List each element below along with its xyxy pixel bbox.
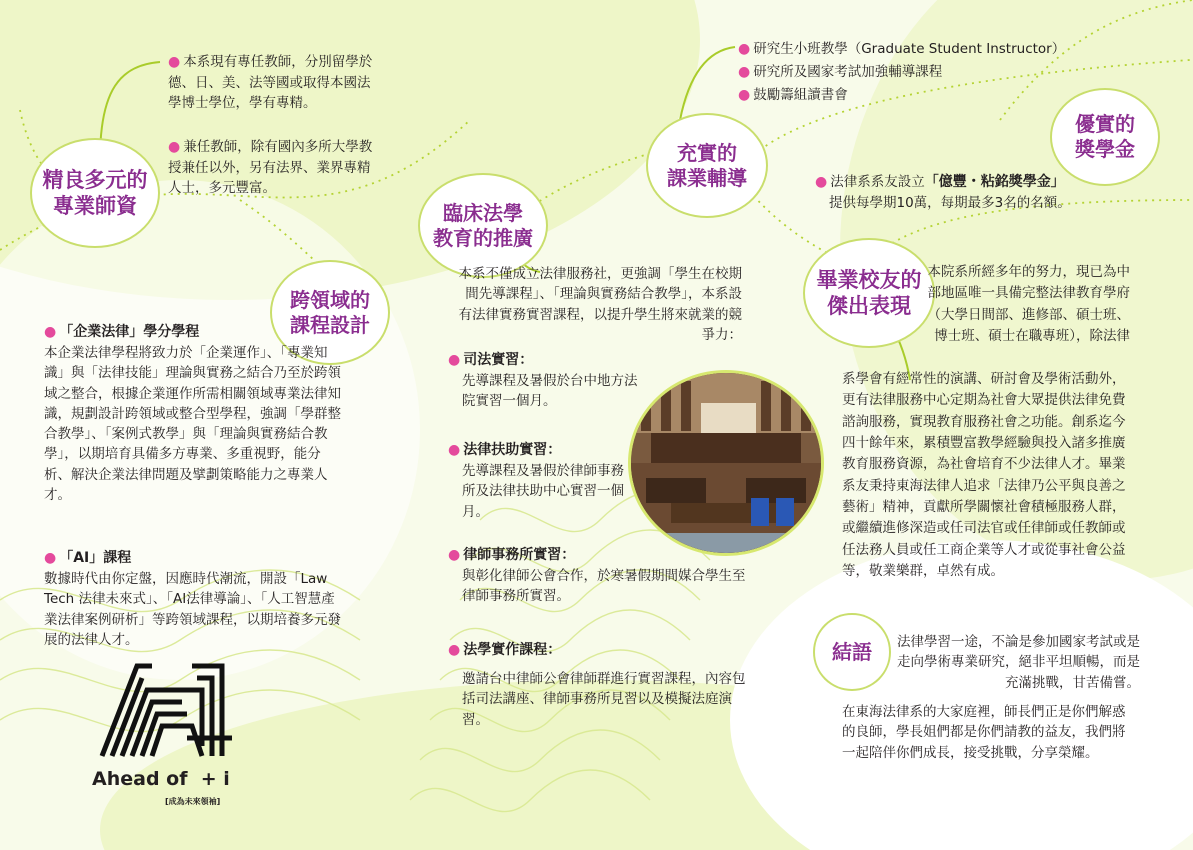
clinical-item-3 bbox=[448, 545, 748, 607]
tutoring-item-3-text: 鼓勵籌組讀書會 bbox=[753, 87, 848, 104]
scholarship-heading-circle bbox=[1052, 90, 1158, 184]
clinical-item-2-title: 法律扶助實習： bbox=[463, 442, 562, 458]
clinical-heading-line1: 臨床法學 bbox=[443, 200, 523, 225]
faculty-heading-circle bbox=[32, 140, 158, 246]
conclusion-heading: 結語 bbox=[832, 639, 872, 664]
interdisciplinary-heading-line1: 跨領域的 bbox=[290, 287, 370, 312]
bullet-icon: ● bbox=[448, 547, 461, 563]
faculty-point-2-text: 兼任教師，除有國內多所大學教授兼任以外，另有法界、業界專精人士，多元豐富。 bbox=[168, 139, 373, 197]
tutoring-heading-line1: 充實的 bbox=[677, 140, 737, 165]
bullet-icon: ● bbox=[44, 550, 57, 566]
clinical-item-1-body: 先導課程及暑假於台中地方法院實習一個月。 bbox=[462, 373, 638, 410]
tutoring-item-1 bbox=[738, 38, 1098, 61]
bullet-icon: ● bbox=[168, 54, 181, 70]
ai-program bbox=[44, 548, 344, 650]
clinical-item-2 bbox=[448, 440, 628, 522]
tutoring-heading-line2: 課業輔導 bbox=[667, 165, 747, 190]
corporate-law-program bbox=[44, 322, 344, 505]
clinical-item-3-body: 與彰化律師公會合作，於寒暑假期間媒合學生至律師事務所實習。 bbox=[462, 568, 746, 605]
interdisciplinary-heading-line2: 課程設計 bbox=[290, 312, 370, 337]
faculty-point-1 bbox=[168, 52, 383, 114]
scholarship-line2: 提供每學期10萬，每期最多3名的名額。 bbox=[829, 195, 1071, 211]
faculty-heading-line1: 精良多元的 bbox=[42, 166, 148, 192]
conclusion-para-2: 在東海法律系的大家庭裡，師長們正是你們解惑的良師，學長姐們都是你們請教的益友，我們將一起陪伴你們成長，接受挑戰，分享榮耀。 bbox=[842, 704, 1126, 761]
logo-subtitle: [成為未來領袖] bbox=[165, 797, 221, 806]
clinical-heading-line2: 教育的推廣 bbox=[433, 225, 533, 250]
bullet-icon: ● bbox=[738, 41, 751, 57]
courtroom-illustration bbox=[631, 373, 821, 553]
alumni-body-top: 本院系所經多年的努力，現已為中部地區唯一具備完整法律教育學府（大學日間部、進修部、碩士班、博士班、碩士在職專班），除法律 bbox=[927, 264, 1130, 344]
tutoring-list bbox=[738, 38, 1098, 107]
scholarship-line1-prefix: 法律系系友設立 bbox=[830, 174, 925, 190]
bullet-icon: ● bbox=[738, 87, 751, 104]
alumni-heading-line1: 畢業校友的 bbox=[816, 266, 922, 292]
logo-text: Ahead of + i bbox=[92, 768, 230, 790]
alumni-body-main: 系學會有經常性的演講、研討會及學術活動外，更有法律服務中心定期為社會大眾提供法律免費諮詢服務，實現教育服務社會之功能。創系迄今四十餘年來，累積豐富教學經驗與投入諸多推廣教育服務資源，為社會培育不少法律人才。畢業系友秉持東海法律人追求「法律乃公平與良善之藝術」精神，貢獻所學關懷社會積極服務人群，或繼續進修深造或任司法官或任律師或任教師或任法務人員或任工商企業等人才或從事社會公益等，敬業樂群，卓然有成。 bbox=[842, 371, 1126, 579]
ai-program-title: 「AI」課程 bbox=[59, 550, 132, 566]
bullet-icon: ● bbox=[448, 442, 461, 458]
clinical-item-1 bbox=[448, 350, 648, 412]
clinical-intro: 本系不僅成立法律服務社，更強調「學生在校期間先導課程」、「理論與實務結合教學」，本系設有法律實務實習課程，以提升學生將來就業的競爭力： bbox=[458, 266, 742, 343]
tutoring-item-3 bbox=[738, 84, 1098, 107]
ai-program-body: 數據時代由你定盤，因應時代潮流，開設「Law Tech 法律未來式」、「AI法律導論」、「人工智慧產業法律案例研析」等跨領域課程，以期培養多元發展的法律人才。 bbox=[44, 571, 341, 648]
clinical-item-4-title: 法學實作課程： bbox=[463, 642, 562, 658]
ai-logo-graphic bbox=[92, 656, 242, 766]
clinical-item-4-body: 邀請台中律師公會律師群進行實習課程，內容包括司法講座、律師事務所見習以及模擬法庭演習。 bbox=[462, 671, 746, 728]
conclusion-para-1: 法律學習一途，不論是參加國家考試或是走向學術專業研究，絕非平坦順暢，而是充滿挑戰，甘苦備嘗。 bbox=[897, 634, 1140, 691]
bullet-icon: ● bbox=[738, 64, 751, 81]
scholarship-name: 「億豐・粘銘獎學金」 bbox=[924, 174, 1065, 190]
conclusion-heading-circle bbox=[815, 615, 889, 689]
tutoring-item-2 bbox=[738, 61, 1098, 84]
clinical-item-4 bbox=[448, 640, 753, 730]
corporate-law-program-body: 本企業法律學程將致力於「企業運作」、「專業知識」與「法律技能」理論與實務之結合乃至於跨領域之整合，根據企業運作所需相關領域專業法律知識，規劃設計跨領域或整合型學程，強調「學群整合教學」、「案例式教學」與「理論與實務結合教學」，以期培育具備多方專業、多重視野，能分析、解決企業法律問題及擘劃策略能力之專業人才。 bbox=[44, 345, 341, 503]
clinical-item-1-title: 司法實習： bbox=[463, 352, 534, 368]
scholarship-text bbox=[815, 172, 1115, 213]
tutoring-heading-circle bbox=[648, 115, 766, 216]
clinical-heading-circle bbox=[420, 175, 546, 276]
bullet-icon: ● bbox=[448, 642, 461, 658]
bullet-icon: ● bbox=[815, 174, 828, 190]
tutoring-item-2-text: 研究所及國家考試加強輔導課程 bbox=[753, 64, 943, 81]
courtroom-photo bbox=[628, 370, 824, 556]
clinical-item-3-title: 律師事務所實習： bbox=[463, 547, 576, 563]
bullet-icon: ● bbox=[448, 352, 461, 368]
alumni-heading-line2: 傑出表現 bbox=[827, 293, 911, 318]
faculty-point-1-text: 本系現有專任教師，分別留學於德、日、美、法等國或取得本國法學博士學位，學有專精。 bbox=[168, 54, 373, 112]
bullet-icon: ● bbox=[168, 139, 181, 155]
bullet-icon: ● bbox=[44, 324, 57, 340]
corporate-law-program-title: 「企業法律」學分學程 bbox=[59, 324, 200, 340]
scholarship-heading-line1: 優實的 bbox=[1075, 112, 1135, 136]
scholarship-heading-line2: 獎學金 bbox=[1075, 137, 1135, 161]
tutoring-item-1-text: 研究生小班教學（Graduate Student Instructor） bbox=[753, 41, 1066, 57]
faculty-point-2 bbox=[168, 137, 383, 199]
clinical-item-2-body: 先導課程及暑假於律師事務所及法律扶助中心實習一個月。 bbox=[462, 463, 624, 520]
faculty-heading-line2: 專業師資 bbox=[53, 193, 137, 218]
alumni-heading-circle bbox=[805, 240, 933, 346]
